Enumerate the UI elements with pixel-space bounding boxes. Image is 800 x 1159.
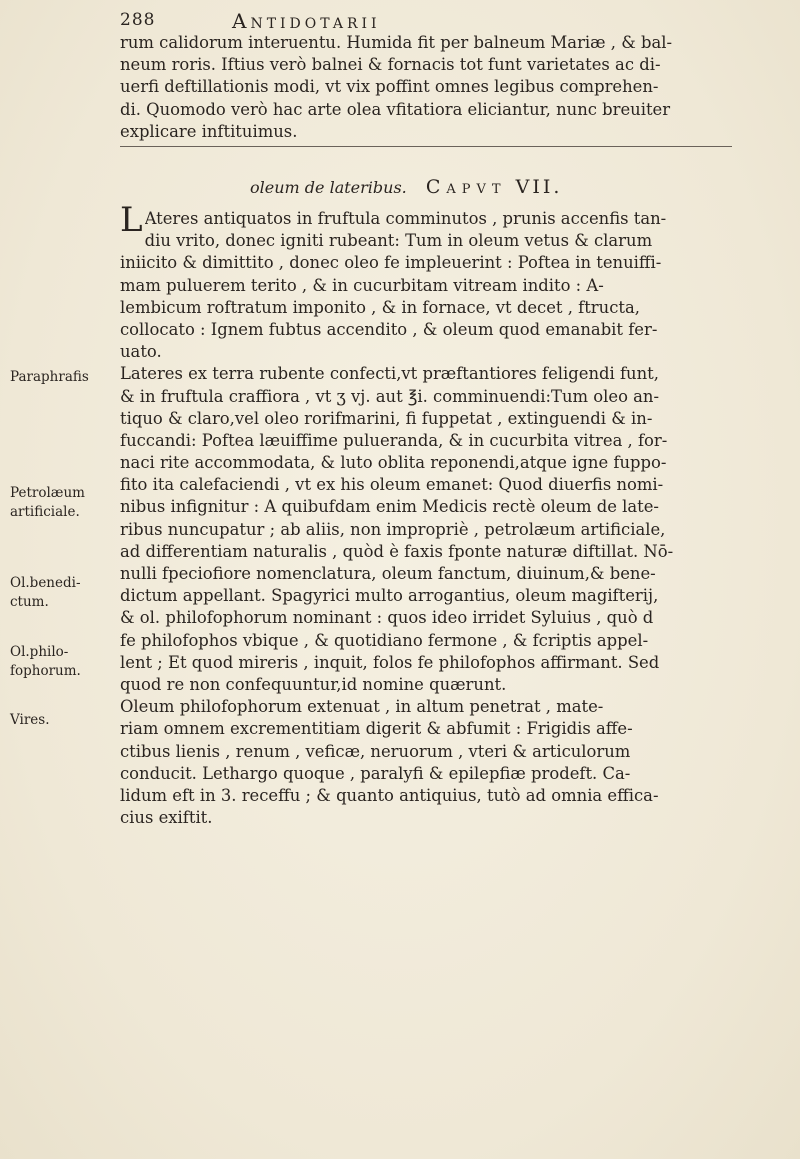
margin-note-line: Paraphrafis xyxy=(10,369,89,385)
text-line: ad differentiam naturalis , quòd è faxis fponte naturæ diftillat. Nō- xyxy=(120,541,674,561)
running-title: Antidotarii xyxy=(232,9,381,33)
text-line: explicare inftituimus. xyxy=(120,121,298,141)
margin-note-ol-benedictum xyxy=(10,574,118,612)
text-line: lidum eft in 3. receffu ; & quanto antiquius, tutò ad omnia effica- xyxy=(120,785,659,805)
text-line: quod re non confequuntur,id nomine quærunt. xyxy=(120,674,507,694)
text-line: tiquo & claro,vel oleo rorifmarini, fi fuppetat , extinguendi & in- xyxy=(120,408,653,428)
text-line: uerfi deftillationis modi, vt vix poffint omnes legibus comprehen- xyxy=(120,77,659,97)
section-divider xyxy=(120,146,732,147)
text-line: Ateres antiquatos in fruftula comminutos , prunis accenfis tan- xyxy=(144,209,667,228)
text-line: lembicum roftratum imponito , & in fornace, vt decet , ftructa, xyxy=(120,297,640,317)
text-line: & ol. philofophorum nominant : quos ideo irridet Syluius , quò d xyxy=(120,608,654,628)
text-line: cius exiftit. xyxy=(120,808,213,828)
text-line: lent ; Et quod mireris , inquit, folos fe philofophos affirmant. Sed xyxy=(120,652,660,672)
text-line: mam puluerem terito , & in cucurbitam vitream indito : A- xyxy=(120,275,604,295)
margin-note-line: Petrolæum xyxy=(10,485,85,501)
text-line: iniicito & dimittito , donec oleo fe impleuerint : Poftea in tenuiffi- xyxy=(120,253,662,273)
text-line: fito ita calefaciendi , vt ex his oleum emanet: Quod diuerfis nomi- xyxy=(120,475,664,495)
text-line: di. Quomodo verò hac arte olea vfitatiora eliciantur, nunc breuiter xyxy=(120,99,671,119)
margin-note-line: ctum. xyxy=(10,594,49,610)
text-line: rum calidorum interuentu. Humida fit per balneum Mariæ , & bal- xyxy=(120,33,673,52)
text-line: nulli fpeciofiore nomenclatura, oleum fanctum, diuinum,& bene- xyxy=(120,564,656,583)
chapter-number: VII. xyxy=(515,176,563,198)
margin-note-line: artificiale. xyxy=(10,504,80,520)
text-line: Oleum philofophorum extenuat , in altum penetrat , mate- xyxy=(120,697,604,717)
margin-note-line: fophorum. xyxy=(10,663,81,679)
text-line: ctibus lienis , renum , veficæ, neruorum , vteri & articulorum xyxy=(120,741,631,761)
chapter-heading xyxy=(250,176,730,204)
text-line: uato. xyxy=(120,342,162,362)
dropcap-block xyxy=(120,200,735,252)
page-number: 288 xyxy=(120,10,156,30)
text-line: naci rite accommodata, & luto oblita reponendi,atque igne fuppo- xyxy=(120,453,667,473)
text-line: diu vrito, donec igniti rubeant: Tum in oleum vetus & clarum xyxy=(144,231,653,251)
margin-note-paraphrasis xyxy=(10,368,118,387)
drop-cap: L xyxy=(120,200,143,240)
text-line: dictum appellant. Spagyrici multo arrogantius, oleum magifterij, xyxy=(120,586,659,606)
margin-note-line: Vires. xyxy=(10,712,50,728)
chapter-handwritten-note: oleum de lateribus. xyxy=(250,178,407,197)
margin-note-line: Ol.philo- xyxy=(10,644,69,660)
text-line: neum roris. Iftius verò balnei & fornacis tot funt varietates ac di- xyxy=(120,55,661,75)
text-line: Lateres ex terra rubente confecti,vt præftantiores feligendi funt, xyxy=(120,364,659,384)
intro-paragraph xyxy=(120,32,735,143)
text-line: nibus infignitur : A quibufdam enim Medicis rectè oleum de late- xyxy=(120,497,659,517)
text-line: collocato : Ignem fubtus accendito , & oleum quod emanabit fer- xyxy=(120,319,658,339)
chapter-label: Capvt xyxy=(425,176,507,198)
text-line: fe philofophos vbique , & quotidiano fermone , & fcriptis appel- xyxy=(120,630,649,650)
chapter-body xyxy=(120,200,735,829)
text-line: ribus nuncupatur ; ab aliis, non impropriè , petrolæum artificiale, xyxy=(120,519,666,539)
margin-note-petrolaeum xyxy=(10,484,118,522)
text-line: conducit. Lethargo quoque , paralyfi & epilepfiæ prodeft. Ca- xyxy=(120,763,631,783)
text-line: fuccandi: Poftea læuiffime pulueranda, & in cucurbita vitrea , for- xyxy=(120,430,668,450)
text-line: riam omnem excrementitiam digerit & abfumit : Frigidis affe- xyxy=(120,719,633,739)
margin-note-vires xyxy=(10,711,118,730)
margin-note-line: Ol.benedi- xyxy=(10,575,81,591)
margin-note-ol-philosophorum xyxy=(10,643,118,681)
text-line: & in fruftula craffiora , vt ʒ vj. aut ℥i. comminuendi:Tum oleo an- xyxy=(120,386,660,406)
